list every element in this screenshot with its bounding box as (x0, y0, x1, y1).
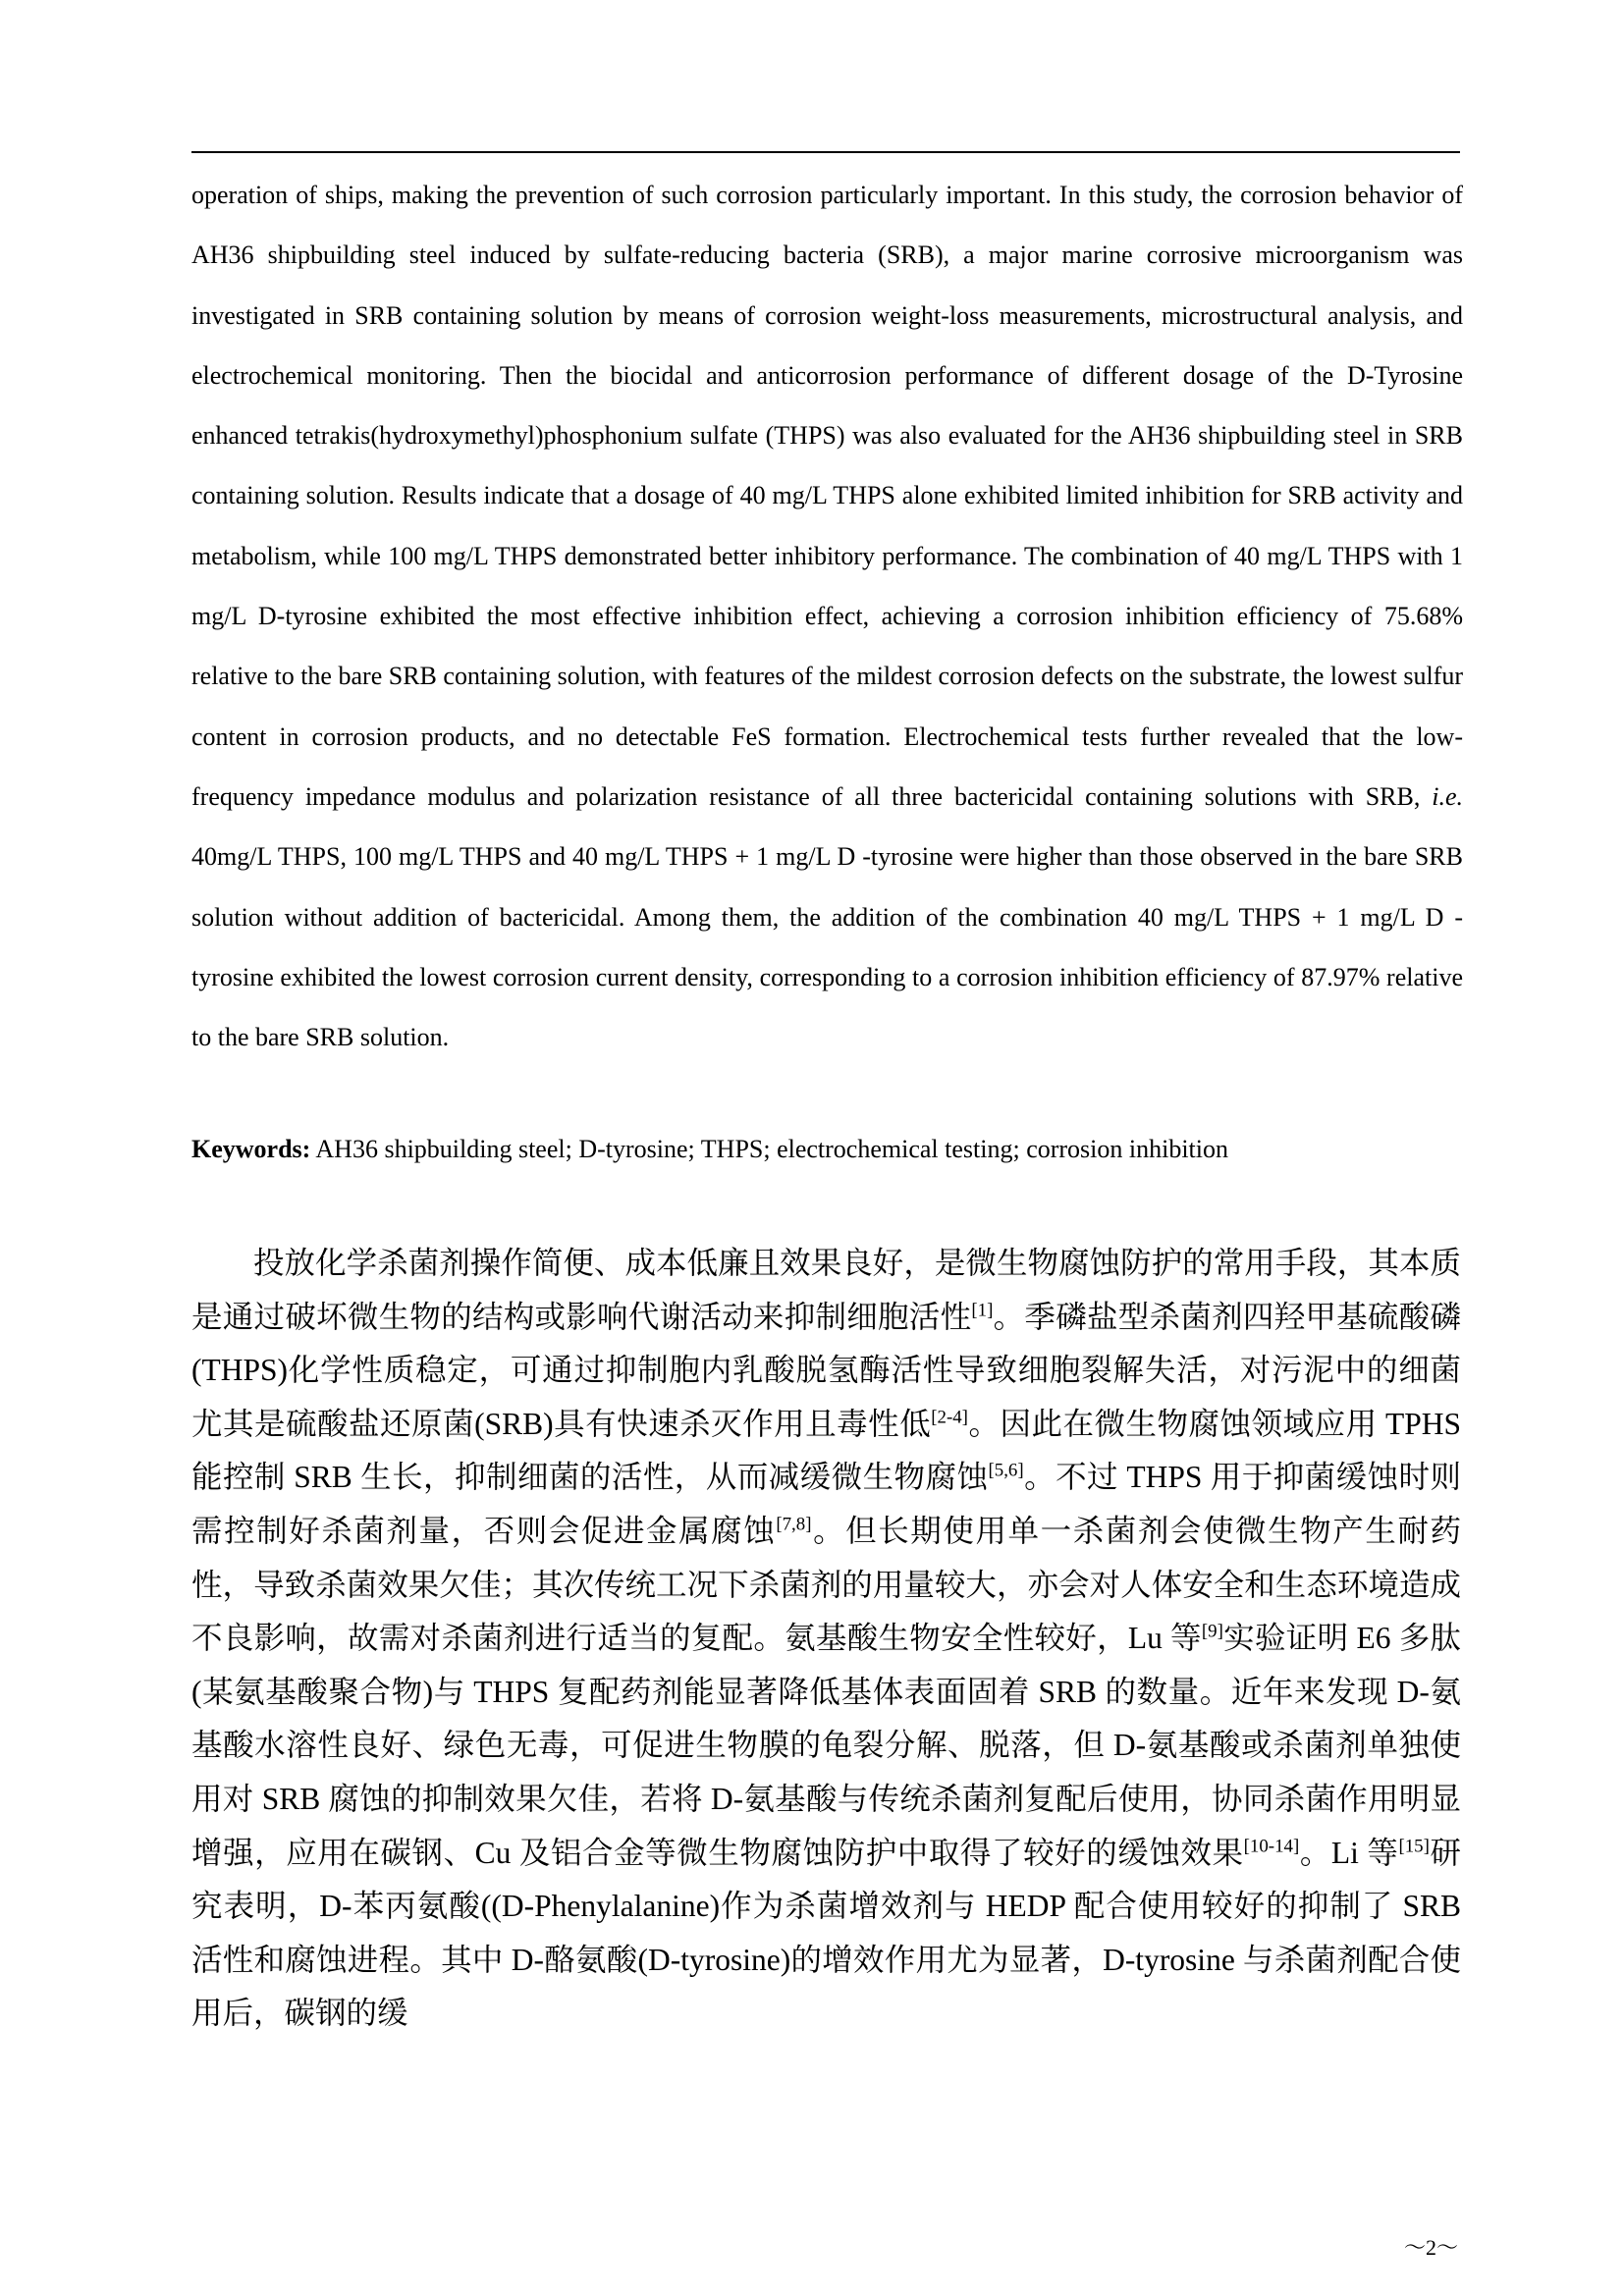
body-text: 实验证明 E6 多肽(某氨基酸聚合物)与 THPS 复配药剂能显著降低基体表面固着 SRB 的数量。近年来发现 D-氨基酸水溶性良好、绿色无毒，可促进生物膜的龟裂分解、脱落，但 D-氨基酸或杀菌剂单独使用对 SRB 腐蚀的抑制效果欠佳，若将 D-氨基酸与传统杀菌剂复配后使用，协同杀菌作用明显增强，应用在碳钢、Cu 及铝合金等微生物腐蚀防护中取得了较好的缓蚀效果 (191, 1621, 1462, 1870)
body-text: 。季磷盐型杀菌剂四羟甲基硫酸磷(THPS)化学性质稳定，可通过抑制胞内乳酸脱氢酶活性导致细胞裂解失活，对污泥中的细菌尤其是硫酸盐还原菌(SRB)具有快速杀灭作用且毒性低 (191, 1299, 1461, 1441)
page-number: ～2～ (1403, 2235, 1458, 2260)
chinese-body-paragraph (191, 1237, 1461, 2041)
citation-ref: [1] (971, 1300, 994, 1321)
citation-ref: [10-14] (1243, 1836, 1300, 1857)
body-text: 。不过 THPS 用于抑菌缓蚀时则需控制好杀菌剂量，否则会促进金属腐蚀 (191, 1460, 1461, 1548)
body-text: 研究表明，D-苯丙氨酸((D-Phenylalanine)作为杀菌增效剂与 HEDP 配合使用较好的抑制了 SRB 活性和腐蚀进程。其中 D-酪氨酸(D-tyrosine)的增效作用尤为显著，D-tyrosine 与杀菌剂配合使用后，碳钢的缓 (191, 1835, 1461, 2031)
abstract-ie: i.e. (1432, 781, 1464, 811)
abstract-text-1: operation of ships, making the prevention of such corrosion particularly important. In this study, the corrosion behavior of AH36 shipbuilding steel induced by sulfate-reducing bacteria (SRB), a major marine corrosive microorganism was investigated in SRB containing solution by means of corrosion weight-loss measurements, microstructural analysis, and electrochemical monitoring. Then the biocidal and anticorrosion performance of different dosage of the D-Tyrosine enhanced tetrakis(hydroxymethyl)phosphonium sulfate (THPS) was also evaluated for the AH36 shipbuilding steel in SRB containing solution. Results indicate that a dosage of 40 mg/L THPS alone exhibited limited inhibition for SRB activity and metabolism, while 100 mg/L THPS demonstrated better inhibitory performance. The combination of 40 mg/L THPS with 1 mg/L D-tyrosine exhibited the most effective inhibition effect, achieving a corrosion inhibition efficiency of 75.68% relative to the bare SRB containing solution, with features of the mildest corrosion defects on the substrate, the lowest sulfur content in corrosion products, and no detectable FeS formation. Electrochemical tests further revealed that the low-frequency impedance modulus and polarization resistance of all three bactericidal containing solutions with SRB, (191, 181, 1463, 811)
keywords-text: AH36 shipbuilding steel; D-tyrosine; THPS; electrochemical testing; corrosion inhibition (310, 1135, 1229, 1163)
body-text: 。Li 等 (1299, 1835, 1399, 1870)
body-text: 。但长期使用单一杀菌剂会使微生物产生耐药性，导致杀菌效果欠佳；其次传统工况下杀菌剂的用量较大，亦会对人体安全和生态环境造成不良影响，故需对杀菌剂进行适当的复配。氨基酸生物安全性较好，Lu 等 (191, 1513, 1461, 1656)
abstract-text-2: 40mg/L THPS, 100 mg/L THPS and 40 mg/L THPS + 1 mg/L D -tyrosine were higher than those observed in the bare SRB solution without addition of bactericidal. Among them, the addition of the combination 40 mg/L THPS + 1 mg/L D -tyrosine exhibited the lowest corrosion current density, corresponding to a corrosion inhibition efficiency of 87.97% relative to the bare SRB solution. (191, 842, 1463, 1052)
citation-ref: [2-4] (931, 1407, 968, 1428)
citation-ref: [7,8] (776, 1514, 812, 1535)
body-text: 。因此在微生物腐蚀领域应用 TPHS 能控制 SRB 生长，抑制细菌的活性，从而减缓微生物腐蚀 (191, 1406, 1461, 1495)
body-text: 投放化学杀菌剂操作简便、成本低廉且效果良好，是微生物腐蚀防护的常用手段，其本质是通过破坏微生物的结构或影响代谢活动来抑制细胞活性 (191, 1246, 1461, 1334)
citation-ref: [5,6] (988, 1460, 1024, 1481)
header-rule (191, 151, 1460, 153)
keywords-label: Keywords: (191, 1135, 311, 1163)
keywords (191, 1130, 1463, 1169)
citation-ref: [9] (1201, 1621, 1223, 1642)
english-abstract (191, 165, 1463, 1067)
citation-ref: [15] (1398, 1836, 1430, 1857)
